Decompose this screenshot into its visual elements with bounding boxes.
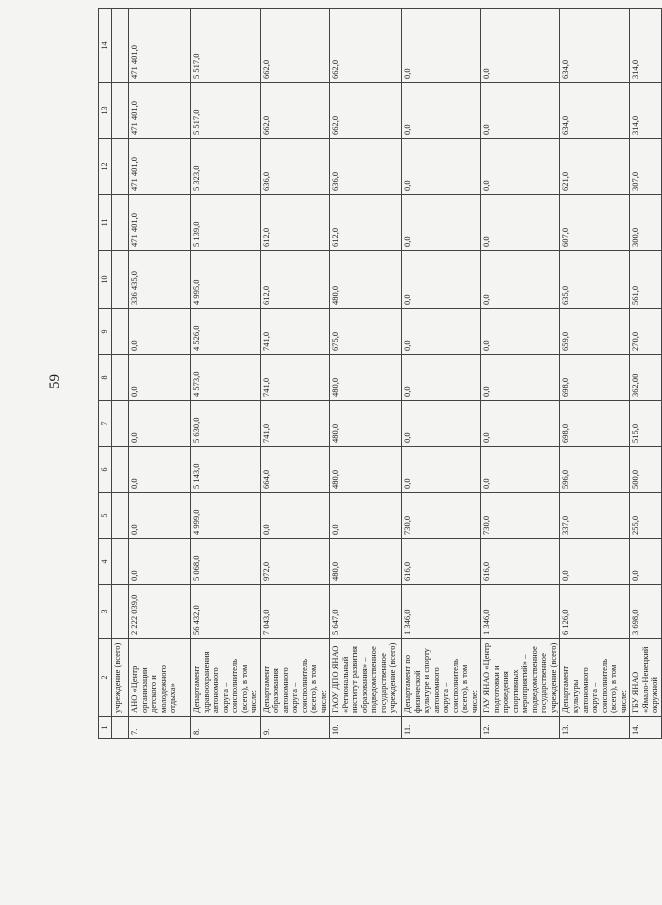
- value-cell: 6 126,0: [560, 585, 630, 639]
- col-num: 6: [99, 447, 112, 493]
- col-num: 8: [99, 355, 112, 401]
- value-cell: 662,0: [260, 9, 330, 83]
- value-cell: 7 043,0: [260, 585, 330, 639]
- value-cell: 659,0: [560, 309, 630, 355]
- value-cell: 56 432,0: [191, 585, 261, 639]
- value-cell: 300,0: [630, 195, 662, 251]
- value-cell: 0,0: [481, 139, 560, 195]
- value-cell: 5 517,0: [191, 83, 261, 139]
- value-cell: 612,0: [260, 251, 330, 309]
- value-cell: 635,0: [560, 251, 630, 309]
- budget-table: [98, 8, 662, 739]
- value-cell: 634,0: [560, 83, 630, 139]
- value-cell: 0,0: [402, 83, 481, 139]
- continuation-row: [112, 9, 129, 739]
- column-number-row: [99, 9, 112, 739]
- page-number: 59: [47, 374, 63, 389]
- row-name: Департамент по физической культуре и спорту автономного округа – соисполнитель (всего), в том числе:: [402, 639, 481, 717]
- col-num: 1: [99, 717, 112, 739]
- value-cell: 1 346,0: [402, 585, 481, 639]
- value-cell: 634,0: [560, 9, 630, 83]
- value-cell: 5 647,0: [330, 585, 402, 639]
- value-cell: 607,0: [560, 195, 630, 251]
- value-cell: 2 222 039,0: [129, 585, 191, 639]
- value-cell: 730,0: [481, 493, 560, 539]
- col-num: 10: [99, 251, 112, 309]
- col-num: 9: [99, 309, 112, 355]
- value-cell: 0,0: [402, 139, 481, 195]
- value-cell: 698,0: [560, 401, 630, 447]
- value-cell: 741,0: [260, 355, 330, 401]
- table-row: [260, 9, 330, 739]
- row-name: ГБУ ЯНАО «Ямало-Ненецкий окружной: [630, 639, 662, 717]
- value-cell: 730,0: [402, 493, 481, 539]
- table-row: [481, 9, 560, 739]
- table-row: [330, 9, 402, 739]
- row-name: Департамент культуры автономного округа – соисполнитель (всего), в том числе:: [560, 639, 630, 717]
- value-cell: 5 323,0: [191, 139, 261, 195]
- value-cell: 307,0: [630, 139, 662, 195]
- value-cell: 561,0: [630, 251, 662, 309]
- value-cell: 0,0: [129, 493, 191, 539]
- value-cell: 0,0: [129, 355, 191, 401]
- row-number: 11.: [402, 717, 481, 739]
- value-cell: 0,0: [402, 195, 481, 251]
- value-cell: 612,0: [260, 195, 330, 251]
- value-cell: 471 401,0: [129, 195, 191, 251]
- value-cell: 662,0: [260, 83, 330, 139]
- value-cell: 0,0: [481, 195, 560, 251]
- col-num: 13: [99, 83, 112, 139]
- value-cell: 0,0: [481, 251, 560, 309]
- value-cell: 636,0: [260, 139, 330, 195]
- row-number: 12.: [481, 717, 560, 739]
- value-cell: 698,0: [560, 355, 630, 401]
- col-num: 4: [99, 539, 112, 585]
- table-row: [191, 9, 261, 739]
- table-row: [402, 9, 481, 739]
- value-cell: 270,0: [630, 309, 662, 355]
- value-cell: 0,0: [330, 493, 402, 539]
- value-cell: 0,0: [481, 309, 560, 355]
- row-number: 7.: [129, 717, 191, 739]
- value-cell: 0,0: [481, 9, 560, 83]
- value-cell: 0,0: [129, 539, 191, 585]
- value-cell: 0,0: [560, 539, 630, 585]
- value-cell: 4 999,0: [191, 493, 261, 539]
- value-cell: 314,0: [630, 9, 662, 83]
- continuation-label: учреждение (всего): [112, 639, 129, 717]
- row-number: 8.: [191, 717, 261, 739]
- row-name: ГАОУ ДПО ЯНАО «Региональный институт развития образования» – подведомственное государственное учреждение (всего): [330, 639, 402, 717]
- col-num: 3: [99, 585, 112, 639]
- value-cell: 0,0: [402, 447, 481, 493]
- value-cell: 0,0: [481, 447, 560, 493]
- value-cell: 5 630,0: [191, 401, 261, 447]
- value-cell: 4 526,0: [191, 309, 261, 355]
- value-cell: 0,0: [129, 309, 191, 355]
- row-number: 9.: [260, 717, 330, 739]
- value-cell: 5 068,0: [191, 539, 261, 585]
- value-cell: 480,0: [330, 447, 402, 493]
- value-cell: 741,0: [260, 401, 330, 447]
- value-cell: 336 435,0: [129, 251, 191, 309]
- value-cell: 471 401,0: [129, 139, 191, 195]
- col-num: 7: [99, 401, 112, 447]
- value-cell: 5 517,0: [191, 9, 261, 83]
- value-cell: 480,0: [330, 355, 402, 401]
- row-number: 13.: [560, 717, 630, 739]
- row-number: 10.: [330, 717, 402, 739]
- col-num: 12: [99, 139, 112, 195]
- col-num: 14: [99, 9, 112, 83]
- value-cell: 0,0: [402, 309, 481, 355]
- col-num: 11: [99, 195, 112, 251]
- value-cell: 1 346,0: [481, 585, 560, 639]
- value-cell: 0,0: [481, 401, 560, 447]
- budget-table-rotated: [98, 9, 660, 739]
- col-num: 5: [99, 493, 112, 539]
- value-cell: 616,0: [481, 539, 560, 585]
- row-name: Департамент образования автономного округа – соисполнитель (всего), в том числе:: [260, 639, 330, 717]
- value-cell: 0,0: [129, 401, 191, 447]
- value-cell: 612,0: [330, 195, 402, 251]
- col-num: 2: [99, 639, 112, 717]
- value-cell: 337,0: [560, 493, 630, 539]
- value-cell: 480,0: [330, 401, 402, 447]
- value-cell: 0,0: [260, 493, 330, 539]
- value-cell: 480,0: [330, 539, 402, 585]
- row-name: ГАУ ЯНАО «Центр подготовки и проведения спортивных мероприятий» – подведомственное государственное учреждение (всего): [481, 639, 560, 717]
- value-cell: 4 995,0: [191, 251, 261, 309]
- row-name: Департамент здравоохранения автономного округа – соисполнитель (всего), в том числе:: [191, 639, 261, 717]
- row-name: АНО «Центр организации детского и молодежного отдыха»: [129, 639, 191, 717]
- value-cell: 596,0: [560, 447, 630, 493]
- value-cell: 4 573,0: [191, 355, 261, 401]
- row-number: 14.: [630, 717, 662, 739]
- table-row: [630, 9, 662, 739]
- value-cell: 0,0: [129, 447, 191, 493]
- value-cell: 480,0: [330, 251, 402, 309]
- value-cell: 515,0: [630, 401, 662, 447]
- value-cell: 3 698,0: [630, 585, 662, 639]
- table-row: [560, 9, 630, 739]
- value-cell: 500,0: [630, 447, 662, 493]
- value-cell: 471 401,0: [129, 9, 191, 83]
- value-cell: 0,0: [402, 251, 481, 309]
- value-cell: 362,00: [630, 355, 662, 401]
- table-row: [129, 9, 191, 739]
- value-cell: 0,0: [402, 9, 481, 83]
- value-cell: 314,0: [630, 83, 662, 139]
- value-cell: 5 143,0: [191, 447, 261, 493]
- value-cell: 741,0: [260, 309, 330, 355]
- value-cell: 662,0: [330, 83, 402, 139]
- value-cell: 0,0: [630, 539, 662, 585]
- value-cell: 662,0: [330, 9, 402, 83]
- value-cell: 0,0: [481, 355, 560, 401]
- value-cell: 5 139,0: [191, 195, 261, 251]
- value-cell: 664,0: [260, 447, 330, 493]
- value-cell: 636,0: [330, 139, 402, 195]
- value-cell: 255,0: [630, 493, 662, 539]
- value-cell: 0,0: [481, 83, 560, 139]
- value-cell: 616,0: [402, 539, 481, 585]
- value-cell: 471 401,0: [129, 83, 191, 139]
- value-cell: 621,0: [560, 139, 630, 195]
- value-cell: 675,0: [330, 309, 402, 355]
- value-cell: 0,0: [402, 355, 481, 401]
- value-cell: 972,0: [260, 539, 330, 585]
- value-cell: 0,0: [402, 401, 481, 447]
